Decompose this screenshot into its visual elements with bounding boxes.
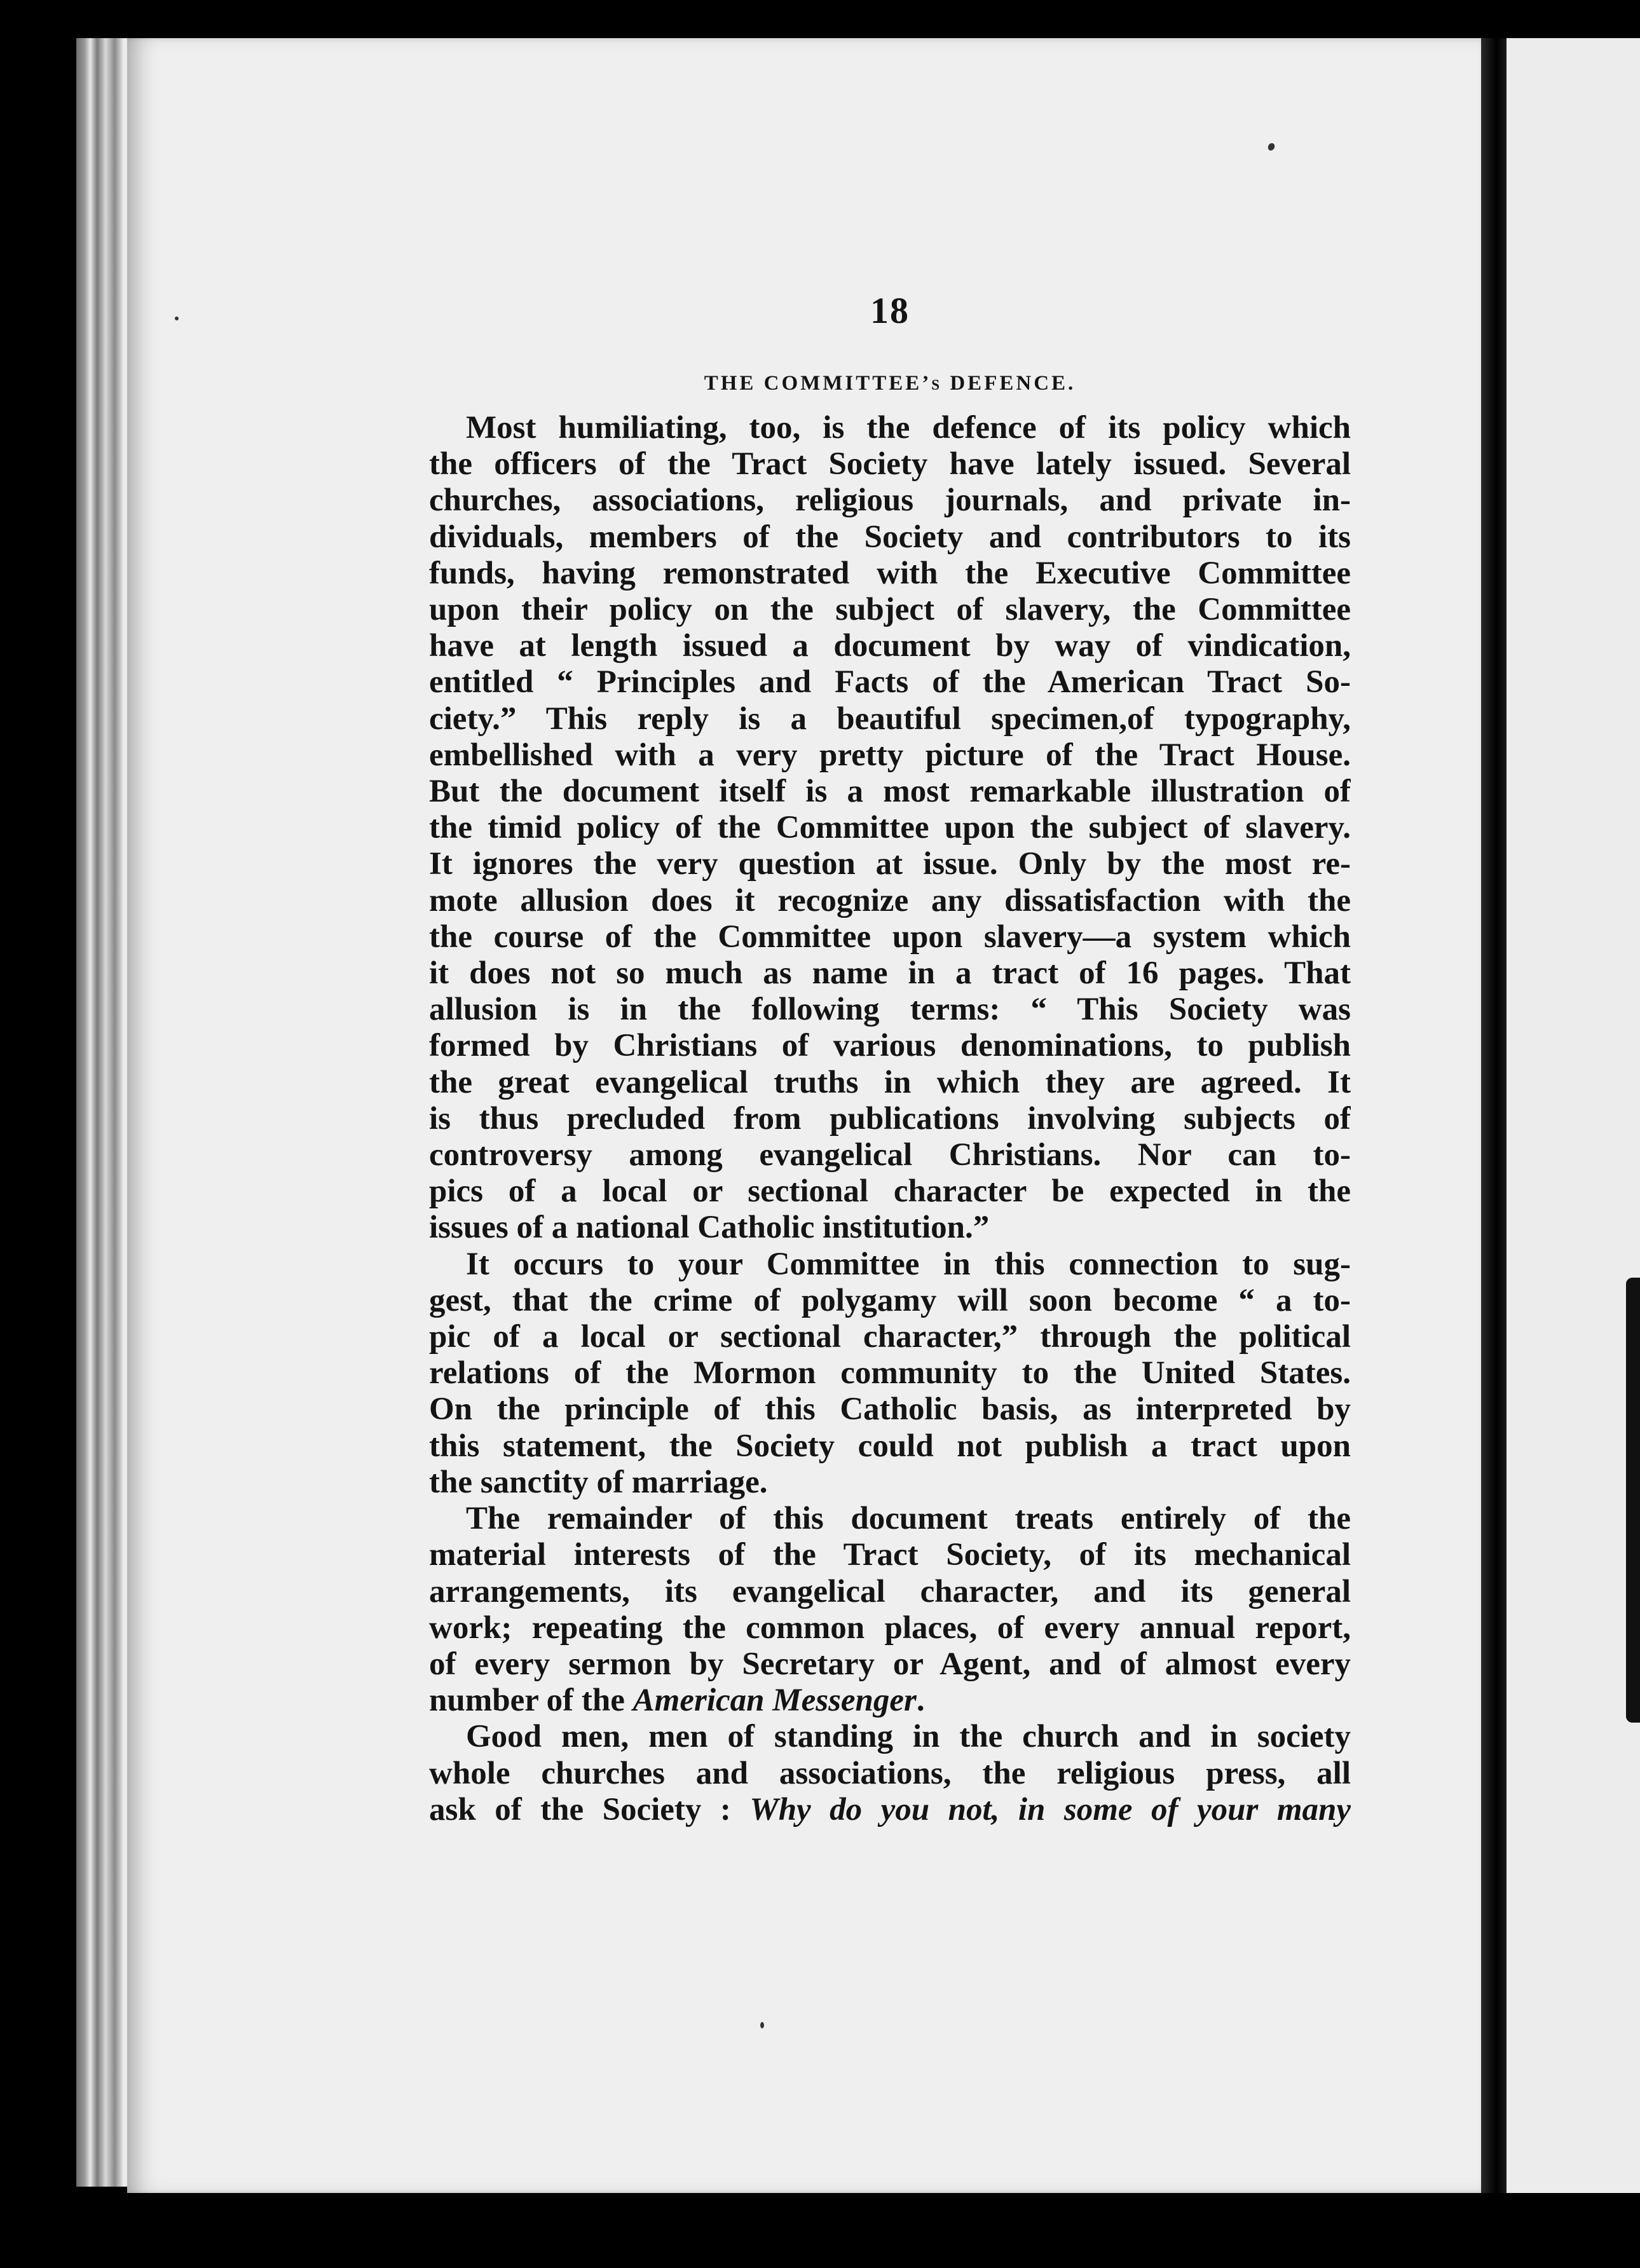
text-line — [429, 1173, 1351, 1210]
text-line — [429, 1391, 1351, 1428]
line-text: upon their policy on the subject of slavery, the Committee — [429, 592, 1351, 628]
line-text: pic of a local or sectional character,” through the political — [429, 1319, 1351, 1355]
line-text: it does not so much as name in a tract of 16 pages. That — [429, 955, 1351, 992]
text-line — [429, 556, 1351, 592]
line-text: arrangements, its evangelical character, and its general — [429, 1573, 1351, 1609]
text-line — [429, 846, 1351, 882]
text-line — [429, 1283, 1351, 1319]
line-text: It ignores the very question at issue. Only by the most re- — [429, 846, 1351, 882]
line-text: issues of a national Catholic institution.” — [429, 1210, 990, 1246]
line-text: allusion is in the following terms: “ This Society was — [429, 992, 1351, 1028]
line-text: mote allusion does it recognize any dissatisfaction with the — [429, 882, 1351, 919]
paragraph — [429, 1501, 1351, 1719]
line-text: Most humiliating, too, is the defence of its policy which — [466, 410, 1351, 446]
line-text: whole churches and associations, the religious press, all — [429, 1755, 1351, 1791]
text-line — [429, 1574, 1351, 1610]
line-text: churches, associations, religious journals, and private in- — [429, 482, 1351, 519]
line-text: work; repeating the common places, of every annual report, — [429, 1609, 1351, 1646]
line-text: pics of a local or sectional character be expected in the — [429, 1173, 1351, 1210]
text-line — [429, 1028, 1351, 1064]
text-line — [429, 1465, 1351, 1501]
line-text: formed by Christians of various denominations, to publish — [429, 1028, 1351, 1064]
paragraph — [429, 410, 1351, 1247]
text-line — [429, 482, 1351, 519]
line-text: the great evangelical truths in which they are agreed. It — [429, 1064, 1351, 1100]
ink-speck — [760, 2022, 764, 2028]
line-text: On the principle of this Catholic basis, as interpreted by — [429, 1391, 1351, 1428]
text-line — [429, 883, 1351, 919]
line-text: It occurs to your Committee in this connection to sug- — [466, 1246, 1351, 1282]
paragraph — [429, 1247, 1351, 1501]
text-line — [429, 628, 1351, 664]
italic-text: Why do you not, in some of your many — [749, 1791, 1351, 1827]
text-line — [429, 1719, 1351, 1755]
book-gutter — [1481, 38, 1507, 2193]
line-text: The remainder of this document treats entirely of the — [466, 1501, 1351, 1537]
text-line — [429, 810, 1351, 846]
text-line — [429, 1683, 1351, 1719]
ink-speck — [175, 317, 179, 320]
text-line — [429, 410, 1351, 446]
text-line — [429, 1537, 1351, 1573]
text-line — [429, 1792, 1351, 1828]
text-line — [429, 446, 1351, 482]
text-line — [429, 519, 1351, 556]
text-line — [429, 1137, 1351, 1173]
line-text: controversy among evangelical Christians. Nor can to- — [429, 1137, 1351, 1173]
text-line — [429, 737, 1351, 774]
line-text: relations of the Mormon community to the United States. — [429, 1355, 1351, 1391]
line-text: material interests of the Tract Society, of its mechanical — [429, 1537, 1351, 1573]
line-text: ciety.” This reply is a beautiful specimen,of typography, — [429, 700, 1351, 737]
line-text: the officers of the Tract Society have lately issued. Several — [429, 446, 1351, 482]
line-text: gest, that the crime of polygamy will soon become “ a to- — [429, 1282, 1351, 1318]
text-line — [429, 774, 1351, 810]
line-text: of every sermon by Secretary or Agent, and of almost every — [429, 1646, 1351, 1682]
text-line — [429, 1501, 1351, 1537]
text-line — [429, 955, 1351, 992]
line-text: the sanctity of marriage. — [429, 1464, 768, 1500]
line-text: embellished with a very pretty picture of the Tract House. — [429, 737, 1351, 773]
section-heading: THE COMMITTEE’s DEFENCE. — [704, 372, 1076, 395]
line-text: But the document itself is a most remarkable illustration of — [429, 774, 1351, 810]
text-line — [429, 1210, 1351, 1246]
line-text: is thus precluded from publications involving subjects of — [429, 1100, 1351, 1137]
text-line — [429, 1319, 1351, 1355]
text-line — [429, 1247, 1351, 1283]
text-line — [429, 1428, 1351, 1465]
line-text: dividuals, members of the Society and contributors to its — [429, 519, 1351, 555]
body-text — [429, 410, 1351, 1828]
text-line — [429, 1756, 1351, 1792]
line-text: this statement, the Society could not publish a tract upon — [429, 1428, 1351, 1464]
text-line — [429, 919, 1351, 955]
line-text: . — [916, 1683, 925, 1719]
text-line — [429, 701, 1351, 737]
paragraph — [429, 1719, 1351, 1828]
text-line — [429, 1610, 1351, 1646]
line-text: entitled “ Principles and Facts of the American Tract So- — [429, 664, 1351, 700]
line-text: have at length issued a document by way of vindication, — [429, 628, 1351, 664]
text-line — [429, 1355, 1351, 1391]
line-text: the timid policy of the Committee upon the subject of slavery. — [429, 810, 1351, 846]
line-text: ask of the Society : — [429, 1791, 750, 1827]
line-text: funds, having remonstrated with the Executive Committee — [429, 555, 1351, 591]
line-text: Good men, men of standing in the church and in society — [466, 1719, 1351, 1755]
text-line — [429, 1646, 1351, 1683]
text-line — [429, 664, 1351, 700]
line-text: number of the — [429, 1683, 633, 1719]
facing-page-edge — [1507, 38, 1640, 2193]
text-line — [429, 1101, 1351, 1137]
text-line — [429, 992, 1351, 1028]
text-line — [429, 1065, 1351, 1101]
facing-page-shadow — [1626, 1278, 1640, 1723]
italic-text: American Messenger — [632, 1683, 917, 1719]
page-number: 18 — [870, 290, 910, 331]
text-line — [429, 592, 1351, 628]
line-text: the course of the Committee upon slavery—a system which — [429, 919, 1351, 955]
